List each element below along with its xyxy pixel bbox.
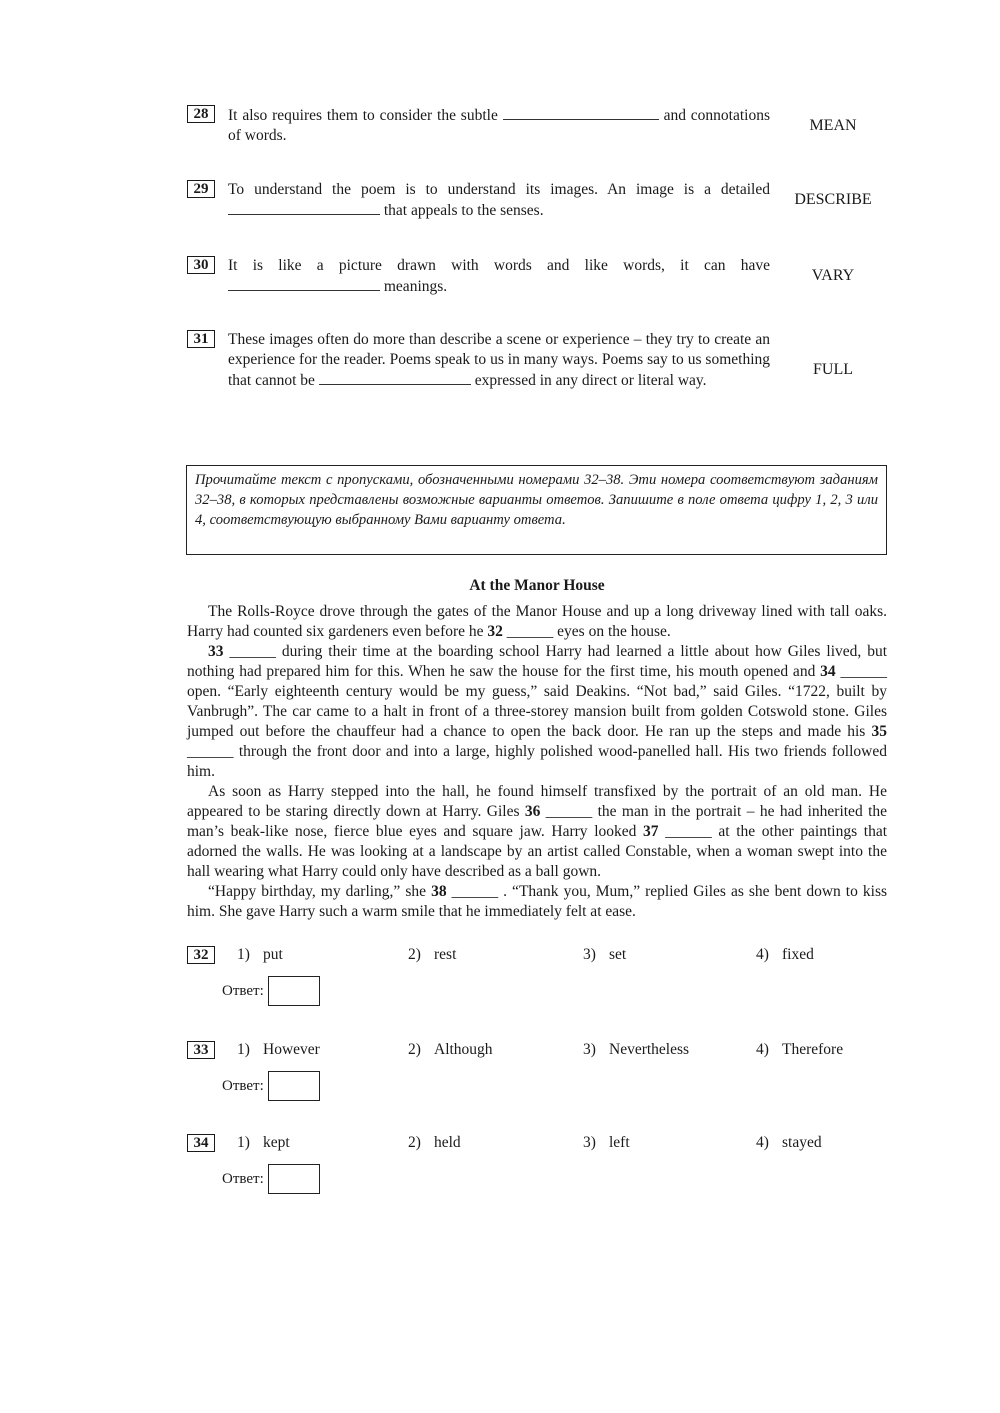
task-number: 28 xyxy=(187,105,215,123)
gap-number: 33 xyxy=(208,643,224,660)
question-32 xyxy=(187,946,887,1016)
task-text: It is like a picture drawn with words and like words, it can have meanings. xyxy=(228,257,770,295)
answer-label: Ответ: xyxy=(222,1170,264,1187)
story-title: At the Manor House xyxy=(469,577,605,594)
answer-box[interactable] xyxy=(268,1071,320,1101)
question-33 xyxy=(187,1041,887,1111)
story-paragraph: “Happy birthday, my darling,” she 38 ______ . “Thank you, Mum,” replied Giles as she bent down to kiss him. She gave Harry such a warm smile that he immediately felt at ease. xyxy=(187,883,888,920)
gap-number: 38 xyxy=(431,883,447,900)
task-number: 30 xyxy=(187,256,215,274)
gap-number: 36 xyxy=(524,803,541,820)
answer-box[interactable] xyxy=(268,976,320,1006)
task-29 xyxy=(187,180,887,224)
answer-blank[interactable] xyxy=(228,200,380,215)
option-4[interactable]: 4) Therefore xyxy=(756,1041,844,1058)
answer-label: Ответ: xyxy=(222,982,264,999)
story-paragraph: 33 ______ during their time at the boarding school Harry had learned a little about how Giles lived, but nothing had prepared him for this. When he saw the house for the first time, his mouth opened and 34 ______ open. “Early eighteenth century would be my guess,” said Deakins. “Not bad,” said Giles. “1722, built by Vanbrugh”. The car came to a halt in front of a three-storey mansion built from golden Cotswold stone. Giles jumped out before the chauffeur had a chance to open the back door. He ran up the steps and made his 35 ______ through the front door and into a large, highly polished wood-panelled hall. His two friends followed him. xyxy=(187,643,888,780)
task-text: These images often do more than describe a scene or experience – they try to create an experience for the reader. Poems speak to us in many ways. Poems say to us something that cannot be expressed in any direct or literal way. xyxy=(228,331,770,389)
key-word: DESCRIBE xyxy=(794,191,872,208)
question-number: 33 xyxy=(187,1041,215,1059)
option-1[interactable]: 1) However xyxy=(237,1041,320,1058)
key-word: MEAN xyxy=(809,117,857,134)
question-34 xyxy=(187,1134,887,1204)
answer-row xyxy=(222,1164,320,1194)
answer-blank[interactable] xyxy=(228,276,380,291)
answer-row xyxy=(222,976,320,1006)
answer-box[interactable] xyxy=(268,1164,320,1194)
gap-number: 34 xyxy=(820,663,836,680)
key-word: VARY xyxy=(811,267,855,284)
story-paragraph: As soon as Harry stepped into the hall, he found himself transfixed by the portrait of an old man. He appeared to be staring directly down at Harry. Giles 36 ______ the man in the portrait – he had inherited the man’s beak-like nose, fierce blue eyes and square jaw. Harry looked 37 ______ at the other paintings that adorned the walls. He was looking at a landscape by an artist called Constable, when a woman swept into the hall wearing what Harry could only have described as a ball gown. xyxy=(187,783,887,880)
option-2[interactable]: 2) Although xyxy=(408,1041,493,1058)
key-word: FULL xyxy=(813,361,853,378)
task-number: 29 xyxy=(187,180,215,198)
question-number: 32 xyxy=(187,946,215,964)
option-2[interactable]: 2) held xyxy=(408,1134,461,1151)
task-31 xyxy=(187,330,887,414)
option-1[interactable]: 1) put xyxy=(237,946,283,963)
task-number: 31 xyxy=(187,330,215,348)
task-28 xyxy=(187,105,887,149)
option-1[interactable]: 1) kept xyxy=(237,1134,290,1151)
story-paragraph: The Rolls-Royce drove through the gates of the Manor House and up a long driveway lined with tall oaks. Harry had counted six gardeners even before he 32 ______ eyes on the house. xyxy=(187,603,887,640)
option-3[interactable]: 3) set xyxy=(583,946,627,963)
option-3[interactable]: 3) left xyxy=(583,1134,630,1151)
gap-number: 35 xyxy=(871,723,887,740)
answer-row xyxy=(222,1071,320,1101)
option-4[interactable]: 4) stayed xyxy=(756,1134,822,1151)
answer-blank[interactable] xyxy=(503,105,659,120)
gap-number: 37 xyxy=(643,823,659,840)
story-text xyxy=(187,602,887,922)
instruction-box: Прочитайте текст с пропусками, обозначенными номерами 32–38. Эти номера соответствуют заданиям 32–38, в которых представлены возможные варианты ответов. Запишите в поле ответа цифру 1, 2, 3 или 4, соответствующую выбранному Вами варианту ответа. xyxy=(186,465,887,555)
task-30 xyxy=(187,256,887,300)
answer-blank[interactable] xyxy=(319,370,471,385)
gap-number: 32 xyxy=(487,623,503,640)
task-text: It also requires them to consider the subtle and connotations of words. xyxy=(228,107,771,144)
answer-label: Ответ: xyxy=(222,1077,264,1094)
option-2[interactable]: 2) rest xyxy=(408,946,457,963)
question-number: 34 xyxy=(187,1134,215,1152)
option-4[interactable]: 4) fixed xyxy=(756,946,814,963)
option-3[interactable]: 3) Nevertheless xyxy=(583,1041,690,1058)
task-text: To understand the poem is to understand its images. An image is a detailed that appeals to the senses. xyxy=(228,181,770,219)
